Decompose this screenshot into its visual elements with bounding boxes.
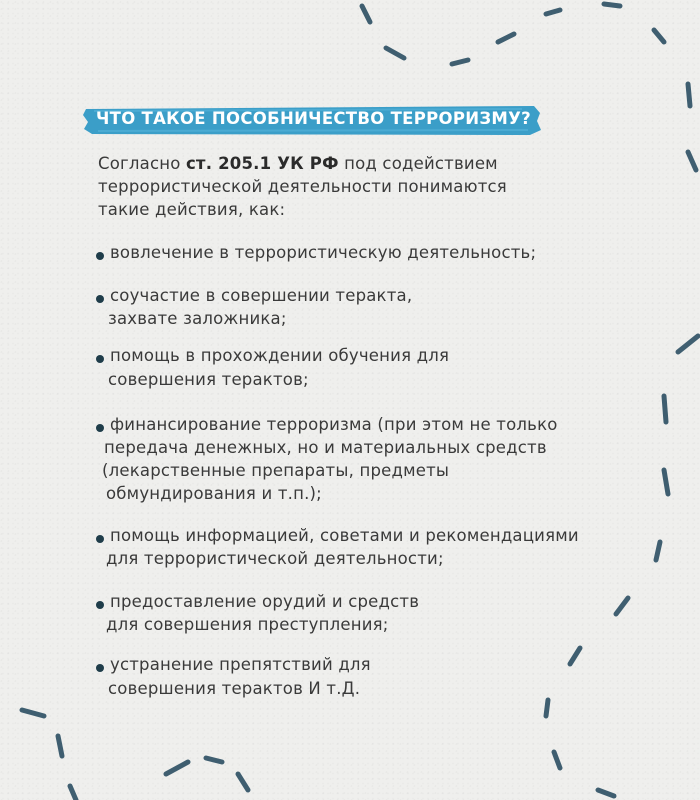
intro-suffix: под содействием xyxy=(338,154,498,173)
list-item-line: захвате заложника; xyxy=(108,309,287,328)
list-item-line: совершения терактов; xyxy=(108,370,309,389)
list-item-line: обмундирования и т.п.); xyxy=(106,484,322,503)
list-item-line: помощь в прохождении обучения для xyxy=(110,346,450,365)
bullet-icon xyxy=(96,355,104,363)
bullet-icon xyxy=(96,295,104,303)
list-item-line: предоставление орудий и средств xyxy=(110,592,420,611)
list-item-line: передача денежных, но и материальных средств xyxy=(104,438,547,457)
intro-line-1 xyxy=(98,154,498,173)
intro-prefix: Согласно xyxy=(98,154,186,173)
list-item-line: устранение препятствий для xyxy=(110,655,371,674)
intro-line-3: такие действия, как: xyxy=(98,200,286,219)
bullet-icon xyxy=(96,664,104,672)
list-item-line: финансирование терроризма (при этом не только xyxy=(110,415,558,434)
page-title: ЧТО ТАКОЕ ПОСОБНИЧЕСТВО ТЕРРОРИЗМУ? xyxy=(96,109,531,128)
bullet-icon xyxy=(96,601,104,609)
bullet-icon xyxy=(96,424,104,432)
list-item-line: вовлечение в террористическую деятельность; xyxy=(110,243,537,262)
bullet-icon xyxy=(96,535,104,543)
list-item-line: для террористической деятельности; xyxy=(106,549,444,568)
law-reference: ст. 205.1 УК РФ xyxy=(185,154,339,173)
list-item-line: соучастие в совершении теракта, xyxy=(110,286,413,305)
list-item-line: совершения терактов И т.Д. xyxy=(108,679,361,698)
bullet-icon xyxy=(96,252,104,260)
list-item-line: (лекарственные препараты, предметы xyxy=(102,461,450,480)
list-item-line: помощь информацией, советами и рекомендациями xyxy=(110,526,579,545)
intro-line-2: террористической деятельности понимаются xyxy=(98,177,507,196)
list-item-line: для совершения преступления; xyxy=(106,615,389,634)
